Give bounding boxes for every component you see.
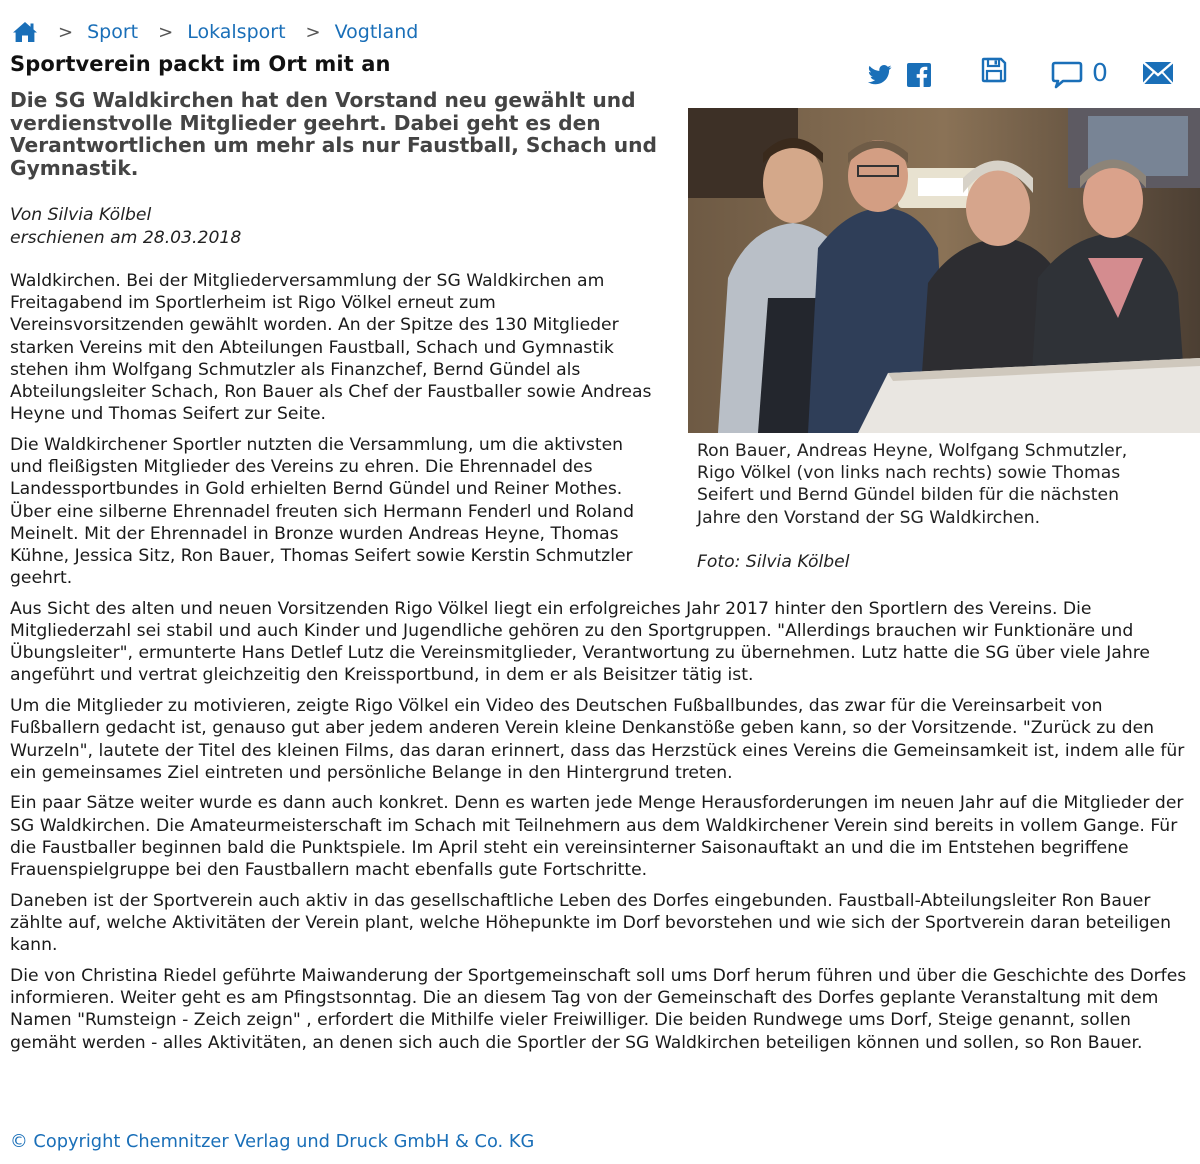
twitter-icon[interactable] (868, 65, 892, 89)
caption-text: Ron Bauer, Andreas Heyne, Wolfgang Schmutzler, Rigo Völkel (von links nach rechts) sowie Thomas Seifert und Bernd Gündel bilden für die nächsten Jahre den Vorstand der SG Waldkirchen. (697, 441, 1128, 528)
author: Von Silvia Kölbel (10, 205, 152, 225)
article-body (10, 270, 1195, 1062)
breadcrumb-link-sport[interactable]: Sport (87, 21, 139, 43)
chevron-right-icon: > (158, 21, 174, 43)
photo-credit: Foto: Silvia Kölbel (697, 551, 850, 572)
article-paragraph: Ein paar Sätze weiter wurde es dann auch konkret. Denn es warten jede Menge Herausforderungen im neuen Jahr auf die Mitglieder der SG Waldkirchen. Die Amateurmeisterschaft im Schach mit Teilnehmern aus dem Waldkirchener Verein sind bereits in vollem Gange. Für die Faustballer beginnen bald die Punktspiele. Im April steht ein vereinsinterner Saisonauftakt an und die im Entstehen begriffene Frauenspielgruppe bei den Faustballern macht ebenfalls gute Fortschritte. (10, 793, 1184, 881)
save-icon[interactable] (981, 57, 1007, 87)
article-paragraph: Aus Sicht des alten und neuen Vorsitzenden Rigo Völkel liegt ein erfolgreiches Jahr 2017 hinter den Sportlern des Vereins. Die Mitgliederzahl sei stabil und auch Kinder und Jugendliche gehören zu den Sportgruppen. "Allerdings brauchen wir Funktionäre und Übungsleiter", ermunterte Hans Detlef Lutz die Vereinsmitglieder, Verantwortung zu übernehmen. Lutz hatte die SG über viele Jahre angeführt und vertrat gleichzeitig den Kreissportbund, in dem er als Beisitzer tätig ist. (10, 598, 1150, 686)
breadcrumb-link-lokalsport[interactable]: Lokalsport (187, 21, 286, 43)
home-icon[interactable] (12, 21, 38, 43)
breadcrumb-link-vogtland[interactable]: Vogtland (334, 21, 419, 43)
comment-count[interactable]: 0 (1092, 58, 1108, 87)
copyright-link[interactable]: © Copyright Chemnitzer Verlag und Druck GmbH & Co. KG (10, 1131, 535, 1152)
article-paragraph: Die Waldkirchener Sportler nutzten die Versammlung, um die aktivsten und fleißigsten Mitglieder des Vereins zu ehren. Die Ehrennadel des Landessportbundes in Gold erhielten Bernd Gündel und Reiner Mothes. Über eine silberne Ehrennadel freuten sich Hermann Fenderl und Roland Meinelt. Mit der Ehrennadel in Bronze wurden Andreas Heyne, Thomas Kühne, Jessica Sitz, Ron Bauer, Thomas Seifert sowie Kerstin Schmutzler geehrt. (10, 434, 634, 589)
chevron-right-icon: > (305, 21, 321, 43)
breadcrumb (12, 16, 418, 48)
article-paragraph: Daneben ist der Sportverein auch aktiv in das gesellschaftliche Leben des Dorfes eingebunden. Faustball-Abteilungsleiter Ron Bauer zählte auf, welche Aktivitäten der Verein plant, welche Höhepunkte im Dorf bevorstehen und wie sich der Sportverein daran beteiligen kann. (10, 890, 1172, 956)
article-lead: Die SG Waldkirchen hat den Vorstand neu gewählt und verdienstvolle Mitglieder geehrt. Dabei geht es den Verantwortlichen um mehr als nur Faustball, Schach und Gymnastik. (10, 88, 657, 180)
article-title: Sportverein packt im Ort mit an (10, 52, 391, 76)
byline (10, 204, 241, 249)
share-toolbar (864, 56, 1184, 92)
publish-date: erschienen am 28.03.2018 (10, 227, 242, 248)
comment-icon[interactable] (1051, 61, 1083, 93)
article-paragraph: Um die Mitglieder zu motivieren, zeigte Rigo Völkel ein Video des Deutschen Fußballbundes, das zwar für die Vereinsarbeit von Fußballern gedacht ist, genauso gut aber jedem anderen Verein kleine Denkanstöße geben kann, so der Vorsitzende. "Zurück zu den Wurzeln", lautete der Titel des kleinen Films, das daran erinnert, dass das Herzstück eines Vereins die Gemeinsamkeit ist, indem alle für ein gemeinsames Ziel eintreten und persönliche Belange in den Hintergrund treten. (10, 696, 1185, 783)
mail-icon[interactable] (1142, 61, 1174, 89)
article-paragraph: Waldkirchen. Bei der Mitgliederversammlung der SG Waldkirchen am Freitagabend im Sportlerheim ist Rigo Völkel erneut zum Vereinsvorsitzenden gewählt worden. An der Spitze des 130 Mitglieder starken Vereins mit den Abteilungen Faustball, Schach und Gymnastik stehen ihm Wolfgang Schmutzler als Finanzchef, Bernd Gündel als Abteilungsleiter Schach, Ron Bauer als Chef der Faustballer sowie Andreas Heyne und Thomas Seifert zur Seite. (10, 271, 652, 425)
article-paragraph: Die von Christina Riedel geführte Maiwanderung der Sportgemeinschaft soll ums Dorf herum führen und über die Geschichte des Dorfes informieren. Weiter geht es am Pfingstsonntag. Die an diesem Tag von der Gemeinschaft des Dorfes geplante Veranstaltung mit dem Namen "Rumsteign - Zeich zeign" , erfordert die Mithilfe vieler Freiwilliger. Die beiden Rundwege ums Dorf, Steige genannt, sollen gemäht werden - alles Aktivitäten, an denen sich auch die Sportler der SG Waldkirchen beteiligen können und sollen, so Ron Bauer. (10, 965, 1187, 1053)
chevron-right-icon: > (58, 21, 74, 43)
facebook-icon[interactable] (907, 63, 931, 91)
